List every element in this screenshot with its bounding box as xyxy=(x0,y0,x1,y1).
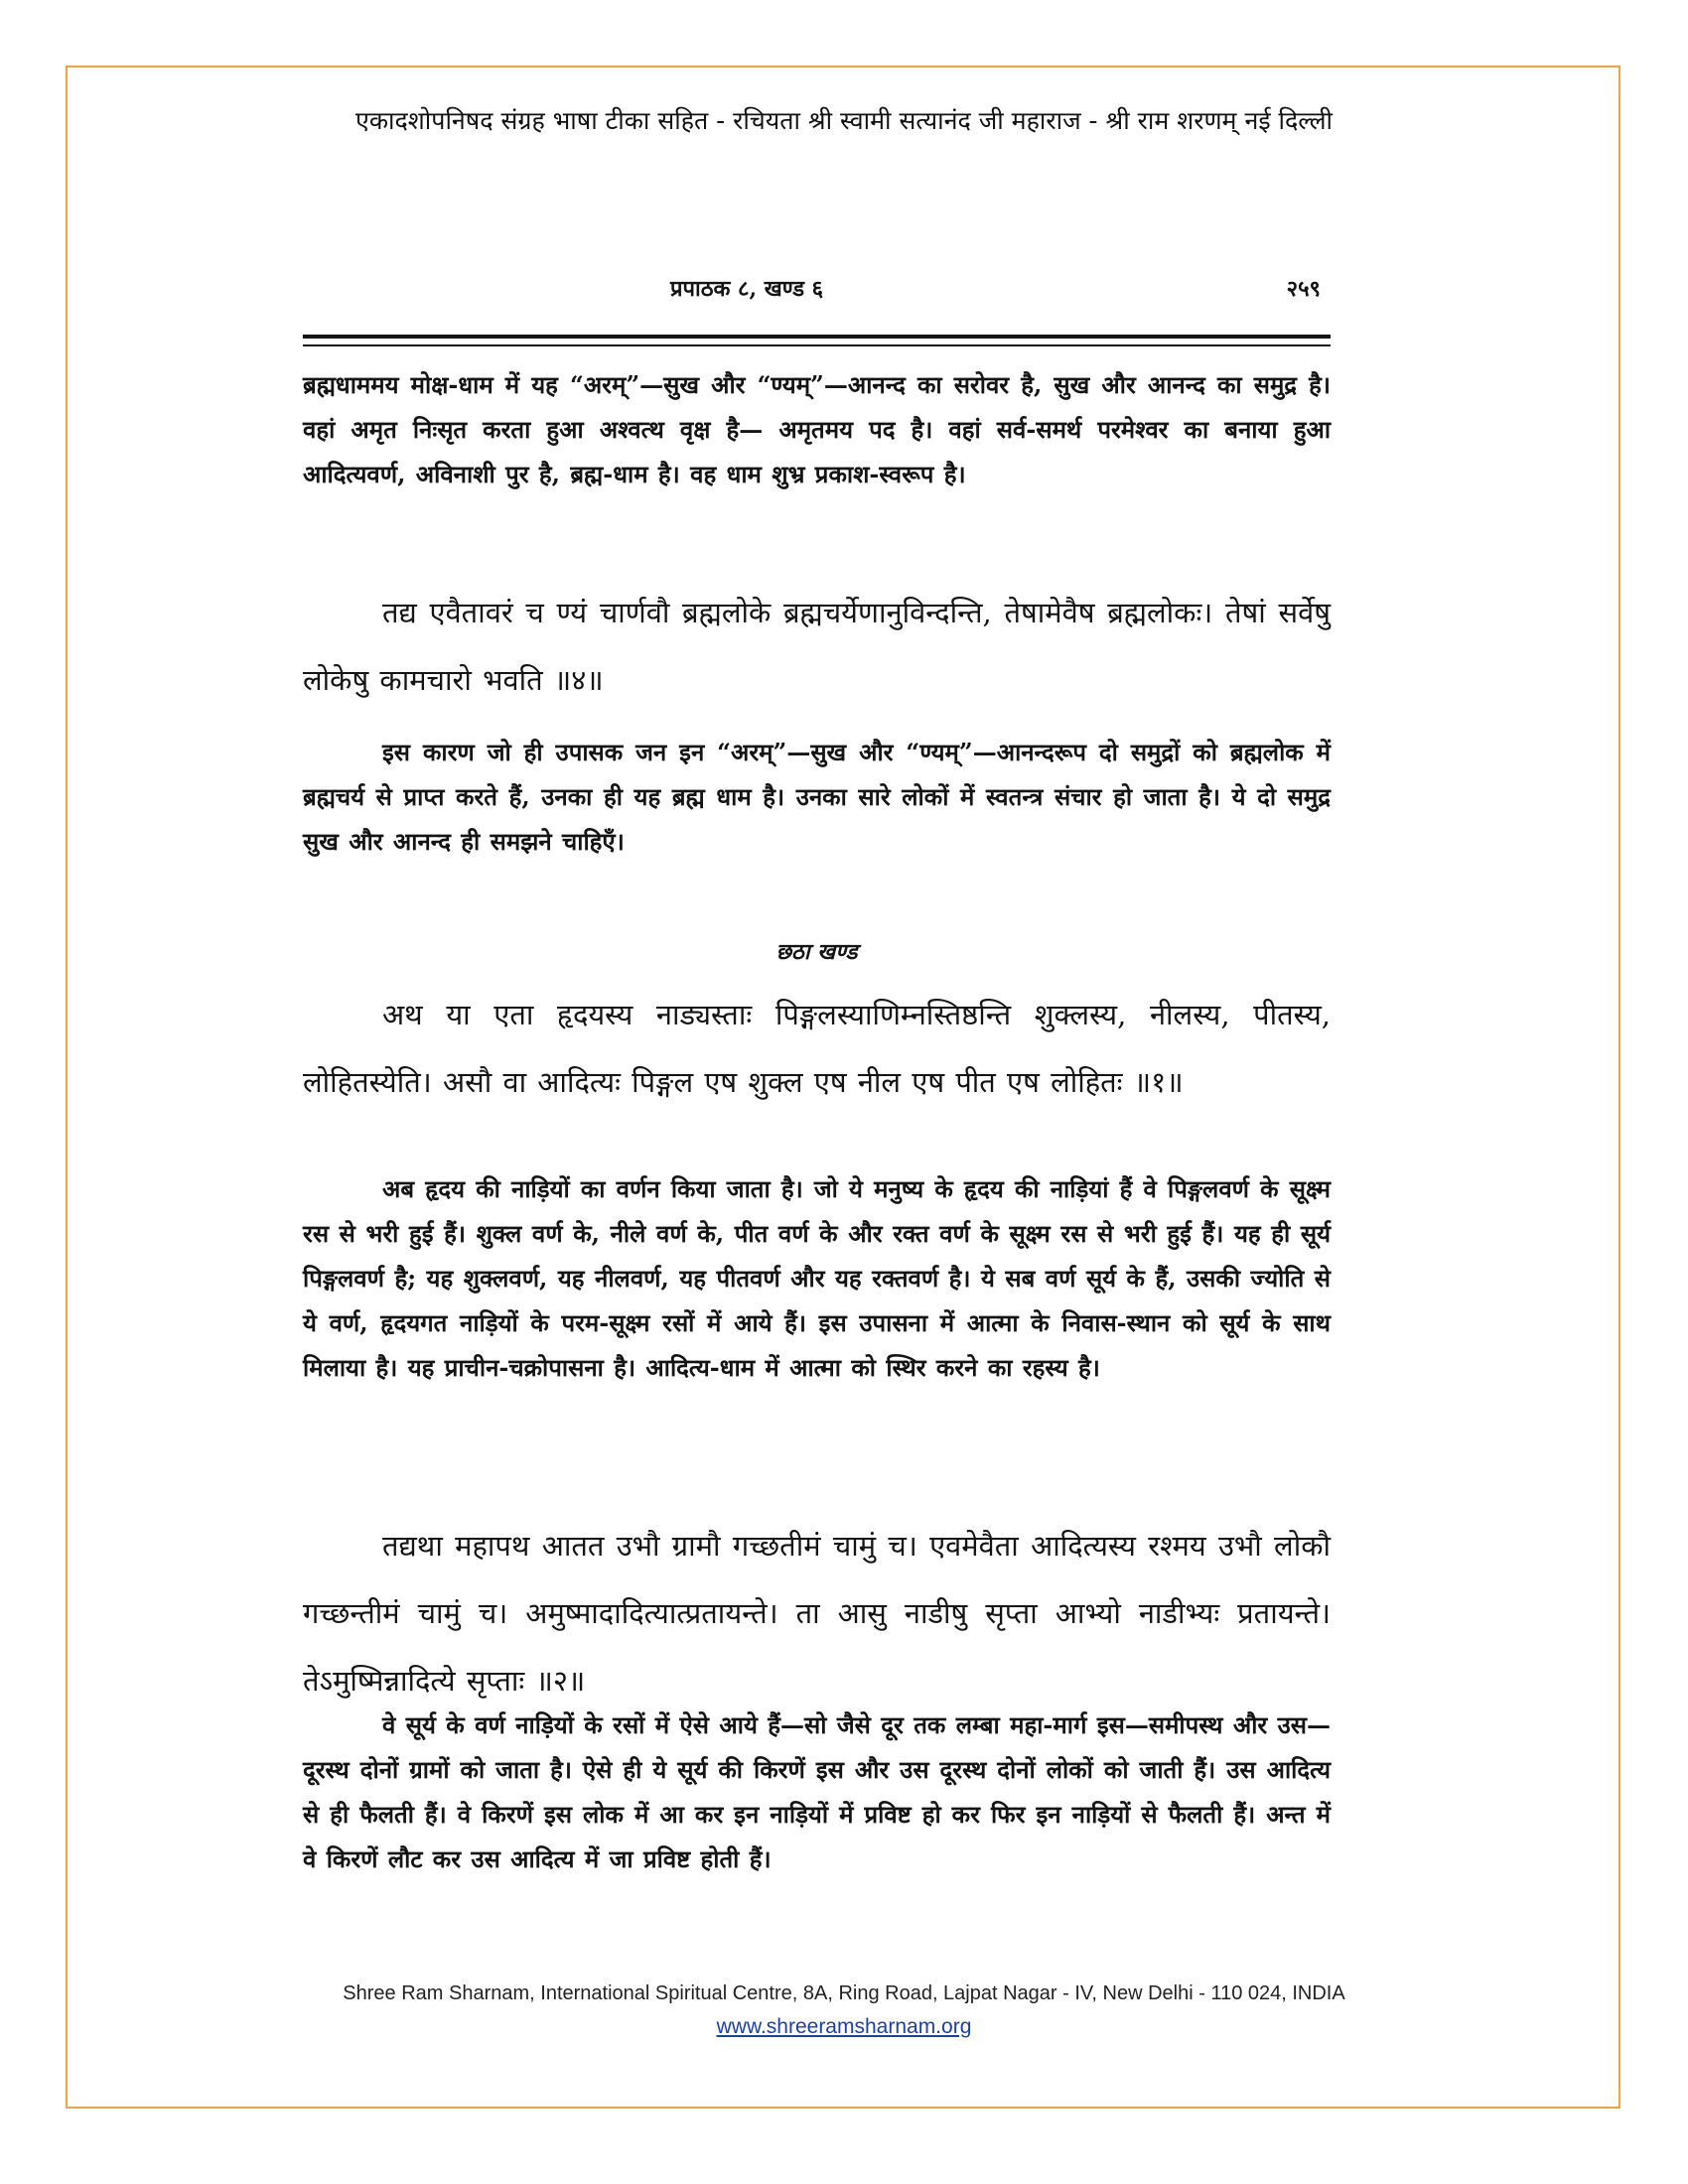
header-rule-thin xyxy=(303,344,1331,346)
commentary-paragraph-3: अब हृदय की नाड़ियों का वर्णन किया जाता है। जो ये मनुष्य के हृदय की नाड़ियां हैं वे पिङ्गलवर्ण के सूक्ष्म रस से भरी हुई हैं। शुक्ल वर्ण के, नीले वर्ण के, पीत वर्ण के और रक्त वर्ण के सूक्ष्म रस से भरी हुई हैं। यह ही सूर्य पिङ्गलवर्ण है; यह शुक्लवर्ण, यह नीलवर्ण, यह पीतवर्ण और यह रक्तवर्ण है। ये सब वर्ण सूर्य के हैं, उसकी ज्योति से ये वर्ण, हृदयगत नाड़ियों के परम-सूक्ष्म रसों में आये हैं। इस उपासना में आत्मा के निवास-स्थान को सूर्य के साथ मिलाया है। यह प्राचीन-चक्रोपासना है। आदित्य-धाम में आत्मा को स्थिर करने का रहस्य है। xyxy=(303,1174,1331,1382)
document-header: एकादशोपनिषद संग्रह भाषा टीका सहित - रचियता श्री स्वामी सत्यानंद जी महाराज - श्री राम शरणम् नई दिल्ली xyxy=(355,106,1333,135)
running-title: प्रपाठक ८, खण्ड ६ xyxy=(670,276,824,302)
footer-website xyxy=(0,2015,1688,2039)
page-number: २५९ xyxy=(1286,276,1321,302)
scanned-page xyxy=(303,253,1331,1946)
section-title: छठा खण्ड xyxy=(775,939,858,965)
commentary-paragraph-4: वे सूर्य के वर्ण नाड़ियों के रसों में ऐसे आये हैं—सो जैसे दूर तक लम्बा महा-मार्ग इस—समीपस्थ और उस—दूरस्थ दोनों ग्रामों को जाता है। ऐसे ही ये सूर्य की किरणें इस और उस दूरस्थ दोनों लोकों को जाती हैं। उस आदित्य से ही फैलती हैं। वे किरणें इस लोक में आ कर इन नाड़ियों में प्रविष्ट हो कर फिर इन नाड़ियों से फैलती हैं। अन्त में वे किरणें लौट कर उस आदित्य में जा प्रविष्ट होती हैं। xyxy=(303,1710,1331,1873)
running-head xyxy=(303,273,1331,309)
sanskrit-verse-2: तद्यथा महापथ आतत उभौ ग्रामौ गच्छतीमं चामुं च। एवमेवैता आदित्यस्य रश्मय उभौ लोकौ गच्छन्तीमं चामुं च। अमुष्मादादित्यात्प्रतायन्ते। ता आसु नाडीषु सृप्ता आभ्यो नाडीभ्यः प्रतायन्ते। तेऽमुष्मिन्नादित्ये सृप्ताः ॥२॥ xyxy=(303,1529,1331,1698)
commentary-paragraph-2: इस कारण जो ही उपासक जन इन “अरम्”—सुख और “ण्यम्”—आनन्दरूप दो समुद्रों को ब्रह्मलोक में ब्रह्मचर्य से प्राप्त करते हैं, उनका ही यह ब्रह्म धाम है। उनका सारे लोकों में स्वतन्त्र संचार हो जाता है। ये दो समुद्र सुख और आनन्द ही समझने चाहिएँ। xyxy=(303,738,1331,856)
sanskrit-verse-1: अथ या एता हृदयस्य नाड्यस्ताः पिङ्गलस्याणिम्नस्तिष्ठन्ति शुक्लस्य, नीलस्य, पीतस्य, लोहितस्येति। असौ वा आदित्यः पिङ्गल एष शुक्ल एष नील एष पीत एष लोहितः ॥१॥ xyxy=(303,998,1331,1099)
footer-address: Shree Ram Sharnam, International Spiritual Centre, 8A, Ring Road, Lajpat Nagar - IV, New Delhi - 110 024, INDIA xyxy=(343,1982,1345,2004)
sanskrit-verse-4: तद्य एवैतावरं च ण्यं चार्णवौ ब्रह्मलोके ब्रह्मचर्येणानुविन्दन्ति, तेषामेवैष ब्रह्मलोकः। तेषां सर्वेषु लोकेषु कामचारो भवति ॥४॥ xyxy=(303,596,1331,697)
commentary-paragraph-1: ब्रह्मधाममय मोक्ष-धाम में यह “अरम्”—सुख और “ण्यम्”—आनन्द का सरोवर है, सुख और आनन्द का समुद्र है। वहां अमृत निःसृत करता हुआ अश्वत्थ वृक्ष है— अमृतमय पद है। वहां सर्व-समर्थ परमेश्वर का बनाया हुआ आदित्यवर्ण, अविनाशी पुर है, ब्रह्म-धाम है। वह धाम शुभ्र प्रकाश-स्वरूप है। xyxy=(303,370,1331,488)
header-rule-thick xyxy=(303,335,1331,339)
website-link[interactable]: www.shreeramsharnam.org xyxy=(716,2015,972,2038)
